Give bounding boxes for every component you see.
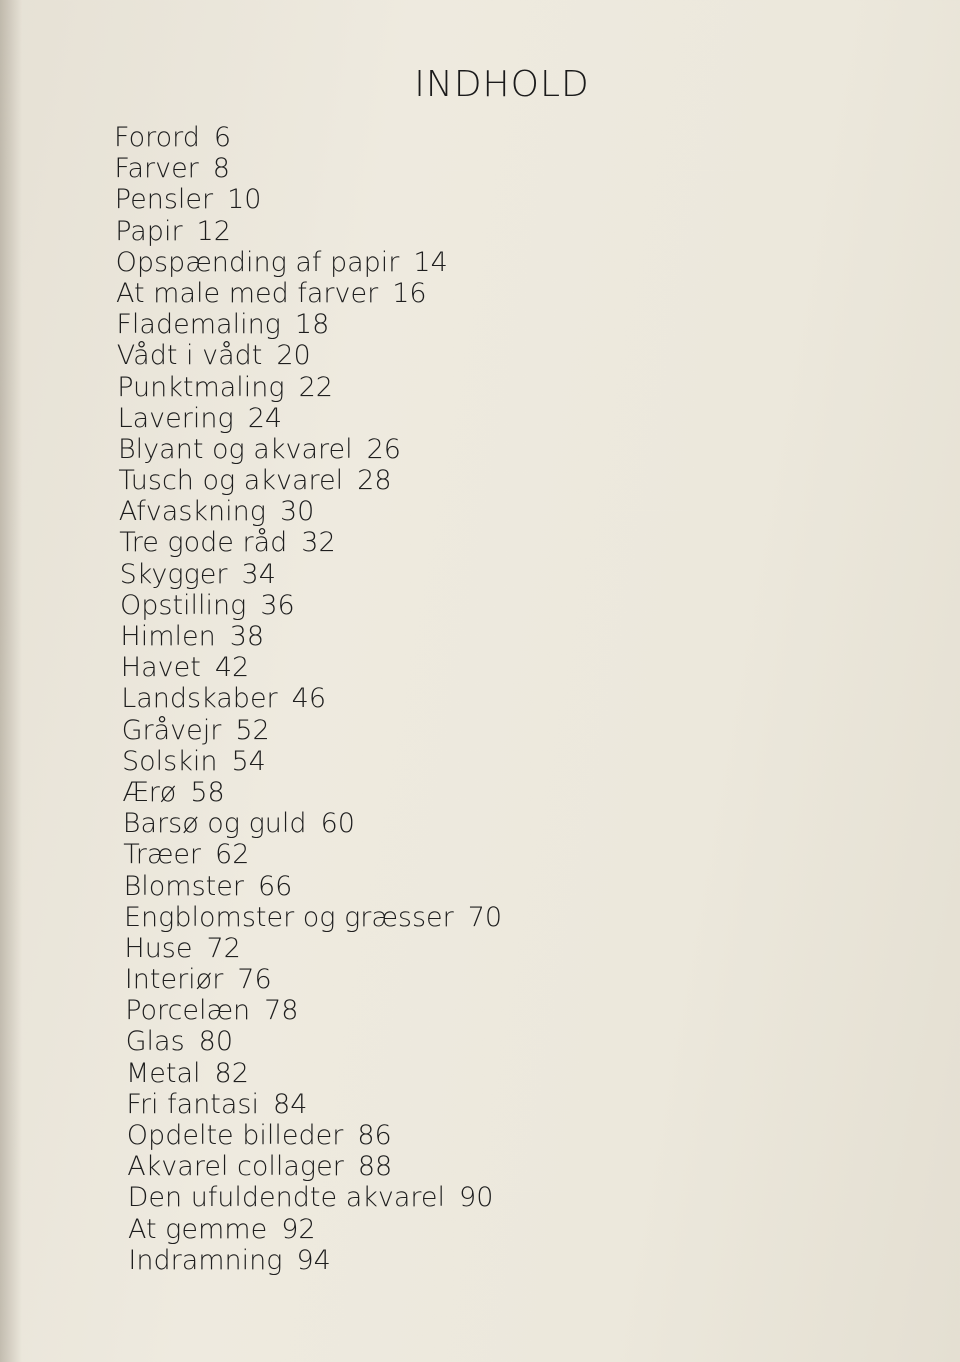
toc-entry-title: Ærø [122, 776, 177, 808]
table-of-contents [114, 122, 502, 1276]
toc-entry-title: Blomster [123, 870, 244, 902]
toc-entry-page-number: 86 [357, 1120, 392, 1151]
toc-entry [114, 839, 502, 870]
toc-entry-page-number: 94 [296, 1244, 331, 1276]
page-edge-shadow [0, 0, 22, 1362]
toc-entry [114, 902, 502, 933]
toc-entry [114, 340, 502, 371]
toc-entry-title: Gråvejr [121, 714, 222, 746]
toc-entry-page-number: 46 [291, 683, 327, 715]
toc-entry [114, 871, 502, 902]
toc-entry [114, 1089, 502, 1120]
toc-entry [114, 434, 502, 465]
toc-entry [114, 1026, 502, 1057]
toc-entry-title: Opstilling [120, 589, 247, 621]
toc-entry-title: Havet [120, 652, 201, 684]
toc-entry-page-number: 14 [413, 246, 448, 278]
toc-entry [114, 559, 502, 590]
toc-entry-page-number: 62 [215, 839, 250, 871]
toc-entry-page-number: 42 [214, 652, 250, 684]
toc-entry [114, 216, 502, 247]
toc-entry-page-number: 78 [264, 995, 299, 1027]
toc-entry-title: Landskaber [121, 683, 278, 715]
toc-entry-title: Flademaling [116, 309, 281, 341]
toc-entry-title: Engblomster og græsser [124, 901, 454, 933]
toc-entry-page-number: 22 [298, 371, 333, 403]
toc-entry-title: Opdelte billeder [126, 1120, 344, 1151]
toc-entry [114, 1245, 502, 1276]
toc-entry-title: Fri fantasi [126, 1088, 260, 1120]
toc-entry [114, 1120, 502, 1151]
toc-entry-page-number: 54 [231, 745, 266, 777]
toc-entry-title: Porcelæn [125, 995, 251, 1027]
toc-entry [114, 1058, 502, 1089]
toc-entry [114, 683, 502, 714]
toc-entry-page-number: 70 [467, 901, 503, 933]
toc-entry-page-number: 52 [235, 714, 270, 746]
toc-entry-title: Papir [115, 215, 183, 247]
toc-entry-title: Forord [114, 122, 200, 153]
toc-entry-page-number: 16 [392, 277, 427, 309]
toc-entry [114, 465, 502, 496]
toc-entry [114, 1182, 502, 1213]
toc-entry-page-number: 24 [247, 402, 283, 434]
toc-entry [114, 621, 502, 652]
toc-entry [114, 527, 502, 558]
toc-entry-title: Afvaskning [118, 496, 266, 528]
toc-entry [114, 933, 502, 964]
toc-entry-page-number: 8 [212, 153, 230, 185]
toc-entry [114, 964, 502, 995]
toc-entry [114, 746, 502, 777]
toc-entry-title: Pensler [114, 184, 214, 216]
toc-entry [114, 372, 502, 403]
toc-entry-title: Metal [126, 1057, 201, 1089]
toc-entry [114, 184, 502, 215]
toc-entry [114, 309, 502, 340]
toc-entry [114, 1151, 502, 1182]
toc-entry [114, 278, 502, 309]
toc-entry [114, 777, 502, 808]
toc-entry [114, 153, 502, 184]
toc-entry-page-number: 66 [257, 870, 293, 902]
toc-entry-page-number: 80 [198, 1026, 233, 1058]
toc-entry-page-number: 6 [213, 122, 232, 153]
toc-entry-title: Himlen [120, 621, 216, 652]
toc-entry [114, 247, 502, 278]
toc-entry-page-number: 34 [241, 558, 276, 590]
toc-entry [114, 715, 502, 746]
toc-entry-page-number: 84 [273, 1088, 308, 1120]
toc-entry-page-number: 10 [227, 184, 262, 216]
toc-entry-title: Tusch og akvarel [118, 465, 344, 497]
toc-entry-title: Tre gode råd [119, 527, 288, 559]
toc-entry-title: Glas [125, 1026, 185, 1058]
toc-entry-page-number: 88 [357, 1151, 393, 1183]
toc-entry-page-number: 18 [294, 309, 330, 341]
toc-entry [114, 122, 502, 153]
toc-entry-page-number: 38 [229, 621, 265, 652]
toc-entry-page-number: 58 [190, 776, 225, 808]
toc-entry-page-number: 26 [366, 433, 401, 465]
toc-entry-page-number: 36 [260, 589, 295, 621]
toc-entry-page-number: 60 [320, 808, 355, 840]
toc-entry-page-number: 28 [357, 465, 392, 497]
toc-entry-title: At gemme [128, 1213, 268, 1245]
toc-entry [114, 995, 502, 1026]
toc-entry [114, 403, 502, 434]
toc-entry-title: Akvarel collager [127, 1151, 344, 1183]
toc-entry [114, 808, 502, 839]
toc-entry-title: Solskin [122, 745, 218, 777]
toc-entry-title: Punktmaling [117, 371, 285, 403]
toc-entry-page-number: 76 [237, 964, 272, 996]
toc-entry-title: Indramning [128, 1244, 283, 1276]
toc-entry-title: Opspænding af papir [115, 246, 400, 278]
toc-entry-page-number: 92 [281, 1213, 316, 1245]
toc-entry-title: Træer [123, 839, 202, 871]
toc-entry-title: Barsø og guld [122, 808, 307, 840]
toc-entry-page-number: 72 [206, 932, 241, 964]
toc-entry [114, 496, 502, 527]
toc-entry [114, 590, 502, 621]
toc-entry-title: At male med farver [116, 277, 379, 309]
toc-entry [114, 1214, 502, 1245]
toc-entry-page-number: 12 [196, 215, 231, 247]
toc-entry-page-number: 82 [214, 1057, 249, 1089]
toc-entry-title: Lavering [117, 402, 234, 434]
toc-entry-title: Vådt i vådt [116, 340, 263, 372]
toc-entry-title: Farver [114, 153, 199, 185]
toc-entry-page-number: 32 [301, 527, 336, 559]
toc-entry [114, 652, 502, 683]
toc-entry-title: Interiør [124, 964, 224, 996]
page-title: INDHOLD [414, 64, 590, 106]
toc-entry-page-number: 20 [276, 340, 311, 372]
toc-entry-title: Skygger [119, 558, 228, 590]
toc-entry-title: Blyant og akvarel [118, 433, 353, 465]
toc-entry-page-number: 30 [279, 496, 315, 528]
toc-entry-title: Den ufuldendte akvarel [127, 1182, 446, 1214]
toc-entry-title: Huse [124, 932, 193, 964]
toc-entry-page-number: 90 [459, 1182, 494, 1214]
